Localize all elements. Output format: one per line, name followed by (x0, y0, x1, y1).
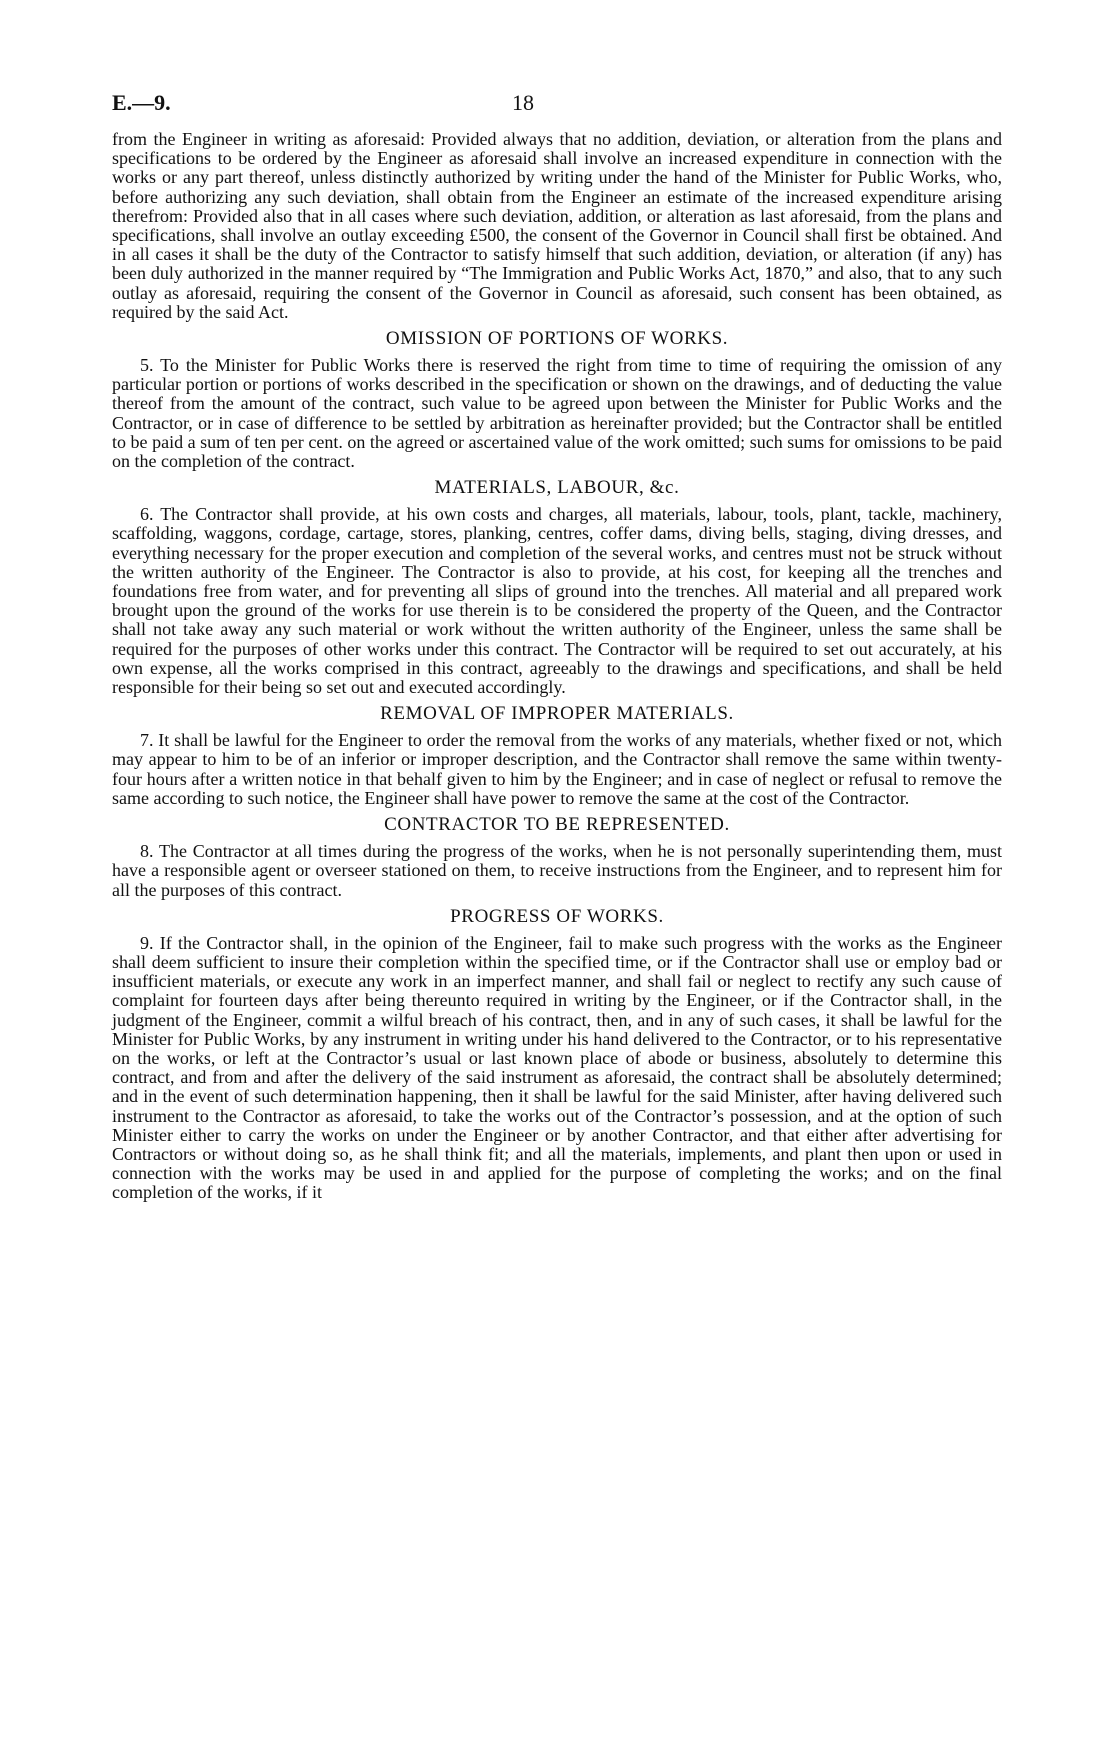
clause-8: 8. The Contractor at all times during the progress of the works, when he is not personally superintending them, must have a responsible agent or overseer stationed on them, to receive instructions from the Engineer, and to represent him for all the purposes of this contract. (112, 841, 1002, 900)
heading-contractor-represented: CONTRACTOR TO BE REPRESENTED. (384, 814, 730, 836)
clause-7: 7. It shall be lawful for the Engineer to order the removal from the works of any materials, whether fixed or not, which may appear to him to be of an inferior or improper description, and the Contractor shall remove the same within twenty-four hours after a written notice in that behalf given to him by the Engineer; and in case of neglect or refusal to remove the same according to such notice, the Engineer shall have power to remove the same at the cost of the Contractor. (112, 730, 1002, 808)
heading-progress-of-works: PROGRESS OF WORKS. (450, 905, 664, 927)
heading-removal-improper-materials: REMOVAL OF IMPROPER MATERIALS. (380, 703, 734, 725)
page-header (112, 90, 1002, 130)
clause-5: 5. To the Minister for Public Works there is reserved the right from time to time of requiring the omission of any particular portion or portions of works described in the specification or shown on the drawings, and of deducting the value thereof from the amount of the contract, such value to be agreed upon between the Minister for Public Works and the Contractor, or in case of difference to be settled by arbitration as hereinafter provided; but the Contractor shall be entitled to be paid a sum of ten per cent. on the agreed or ascertained value of the work omitted; such sums for omissions to be paid on the completion of the contract. (112, 355, 1002, 472)
clause-9: 9. If the Contractor shall, in the opinion of the Engineer, fail to make such progress with the works as the Engineer shall deem sufficient to insure their completion within the specified time, or if the Contractor shall use or employ bad or insufficient materials, or execute any work in an imperfect manner, and shall fail or neglect to rectify any such cause of complaint for fourteen days after being thereunto required in writing by the Engineer, or if the Contractor shall, in the judgment of the Engineer, commit a wilful breach of his contract, then, and in any of such cases, it shall be lawful for the Minister for Public Works, by any instrument in writing under his hand delivered to the Contractor, or to his representative on the works, or left at the Contractor’s usual or last known place of abode or business, absolutely to determine this contract, and from and after the delivery of the said instrument as aforesaid, the contract shall be absolutely determined; and in the event of such determination happening, then it shall be lawful for the said Minister, after having delivered such instrument to the Contractor as aforesaid, to take the works out of the Contractor’s possession, and at the option of such Minister either to carry the works on under the Engineer or by another Contractor, and that either after advertising for Contractors or without doing so, as he shall think fit; and all the materials, implements, and plant then upon or used in connection with the works may be used in and applied for the purpose of completing the works; and on the final completion of the works, if it (112, 932, 1002, 1203)
clause-6: 6. The Contractor shall provide, at his own costs and charges, all materials, labour, tools, plant, tackle, machinery, scaffolding, waggons, cordage, cartage, stores, planking, centres, coffer dams, diving bells, staging, diving dresses, and everything necessary for the proper execution and completion of the several works, and centres must not be struck without the written authority of the Engineer. The Contractor is also to provide, at his cost, for keeping all the trenches and foundations free from water, and for preventing all slips of ground into the trenches. All material and all prepared work brought upon the ground of the works for use therein is to be considered the property of the Queen, and the Contractor shall not take away any such material or work without the written authority of the Engineer, unless the same shall be required for the purposes of other works under this contract. The Contractor will be required to set out accurately, at his own expense, all the works comprised in this contract, agreeably to the drawings and specifications, and shall be held responsible for their being so set out and executed accordingly. (112, 504, 1002, 698)
document-page (112, 90, 1002, 1203)
paragraph-continuation: from the Engineer in writing as aforesaid: Provided always that no addition, deviation, or alteration from the plans and specifications to be ordered by the Engineer as aforesaid shall involve an increased expenditure in connection with the works or any part thereof, unless distinctly authorized by writing under the hand of the Minister for Public Works, who, before authorizing any such deviation, shall obtain from the Engineer an estimate of the increased expenditure arising therefrom: Provided also that in all cases where such deviation, addition, or alteration as last aforesaid, from the plans and specifications, shall involve an outlay exceeding £500, the consent of the Governor in Council shall first be obtained. And in all cases it shall be the duty of the Contractor to satisfy himself that such addition, deviation, or alteration (if any) has been duly authorized in the manner required by “The Immigration and Public Works Act, 1870,” and also, that to any such outlay as aforesaid, requiring the consent of the Governor in Council as aforesaid, such consent has been obtained, as required by the said Act. (112, 129, 1002, 322)
heading-omission-of-portions: OMISSION OF PORTIONS OF WORKS. (385, 328, 729, 350)
document-reference: E.—9. (112, 90, 171, 115)
page-number: 18 (512, 90, 534, 115)
document-body (112, 130, 1002, 1203)
heading-materials-labour: MATERIALS, LABOUR, &c. (434, 477, 680, 499)
